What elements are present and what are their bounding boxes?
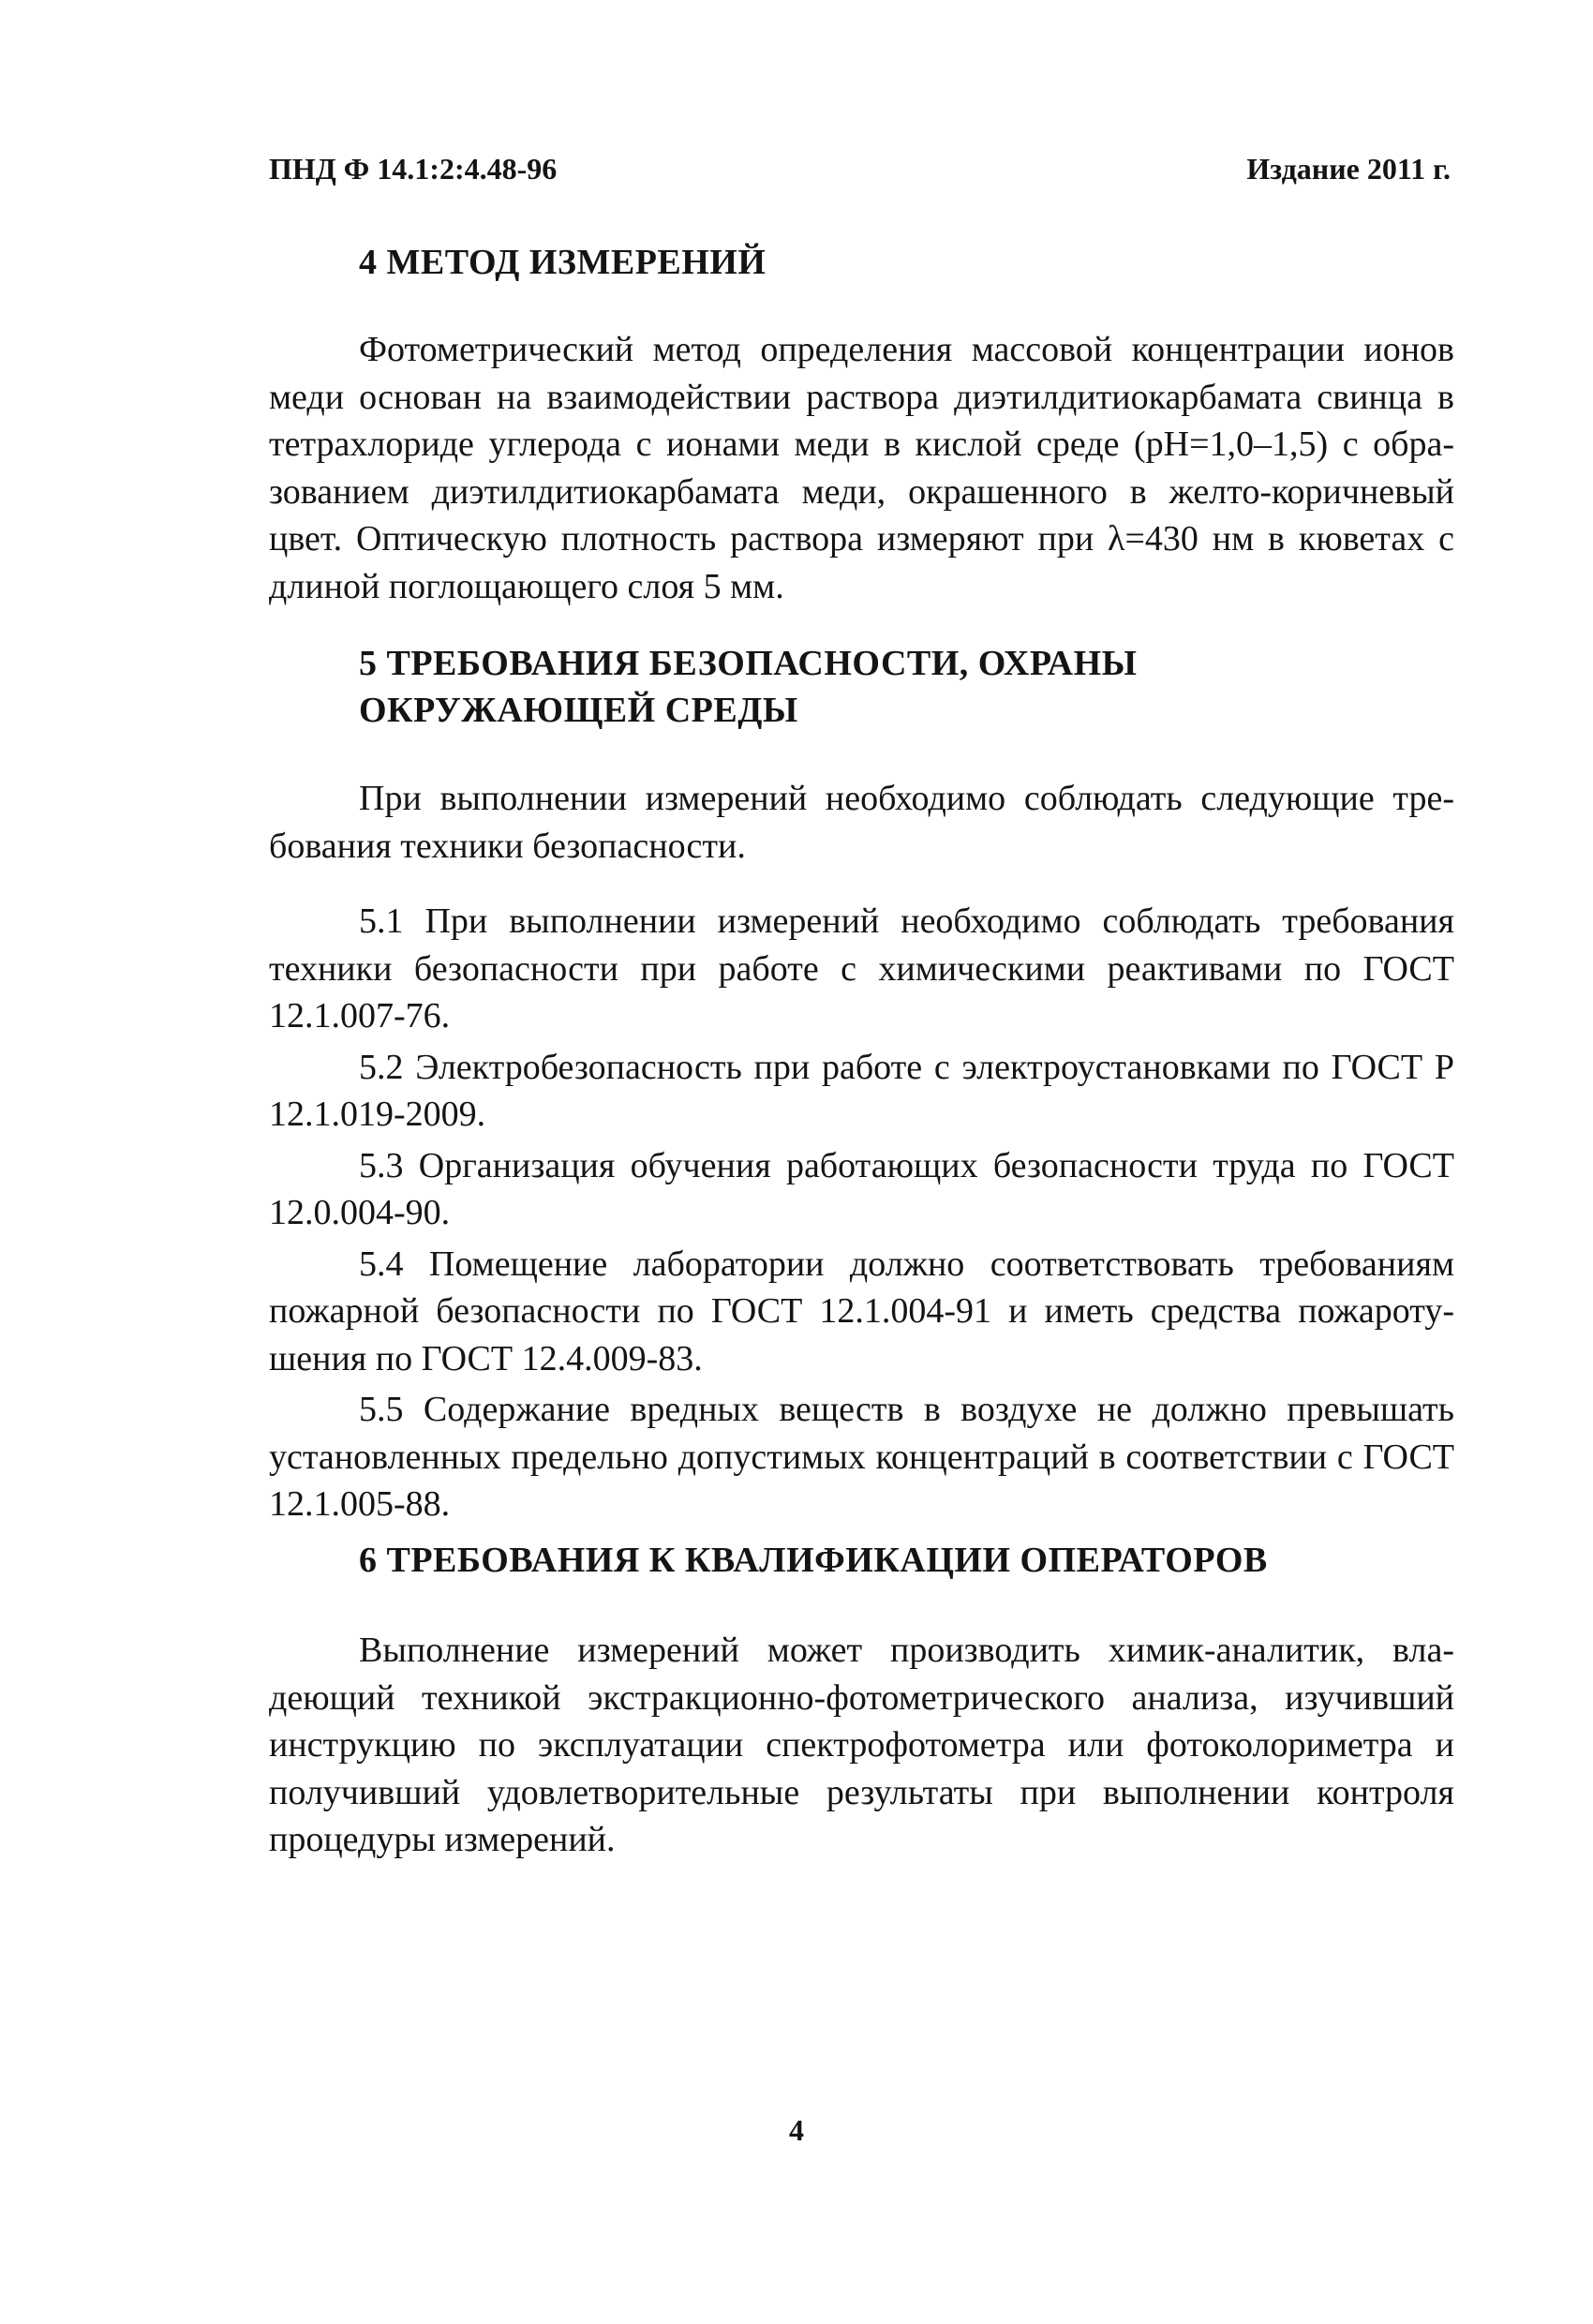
section-6-title: 6 ТРЕБОВАНИЯ К КВАЛИФИКАЦИИ ОПЕРАТОРОВ: [359, 1541, 1268, 1580]
page-number: 4: [789, 2113, 804, 2147]
section-4: [269, 239, 1454, 610]
section-5-item-5: 5.5 Содержание вредных веществ в воздухе не должно превышать установленных предельно допустимых концентраций в соответствии с ГОСТ 12.1.005-88.: [269, 1390, 1454, 1524]
section-6-text: Выполнение измерений может производить химик-аналитик, владеющий техникой экстракционно-фотометрического анализа, изучивший инструкцию по эксплуатации спектрофотометра или фотоколориметра и получивший удовлетворительные результаты при выполнении контроля процедуры измерений.: [269, 1631, 1454, 1859]
section-5-title-line-1: 5 ТРЕБОВАНИЯ БЕЗОПАСНОСТИ, ОХРАНЫ: [359, 644, 1138, 683]
section-5-intro: При выполнении измерений необходимо соблюдать следующие требования техники безопасности.: [269, 779, 1454, 866]
section-5-items: [269, 898, 1454, 1528]
section-5-item-2: 5.2 Электробезопасность при работе с электроустановками по ГОСТ Р 12.1.019-2009.: [269, 1047, 1454, 1134]
section-4-text: Фотометрический метод определения массовой концентрации ионов меди основан на взаимодействии раствора диэтилдитиокарбамата свинца в тетрахлориде углерода с ионами меди в кислой среде (рН=1,0–1,5) с образованием диэтилдитиокарбамата меди, окрашенного в желто-коричневый цвет. Оптическую плотность раствора измеряют при λ=430 нм в кюветах с длиной поглощающего слоя 5 мм.: [269, 330, 1454, 606]
section-5-item-1: 5.1 При выполнении измерений необходимо соблюдать требования техники безопасности при работе с химическими реактивами по ГОСТ 12.1.007-76.: [269, 901, 1454, 1035]
section-5-title-line-2: ОКРУЖАЮЩЕЙ СРЕДЫ: [359, 691, 798, 730]
section-5-item-4: 5.4 Помещение лаборатории должно соответствовать требованиям пожарной безопасности по ГОСТ 12.1.004-91 и иметь средства пожаротушения по ГОСТ 12.4.009-83.: [269, 1244, 1454, 1378]
section-5-item-3: 5.3 Организация обучения работающих безопасности труда по ГОСТ 12.0.004-90.: [269, 1145, 1454, 1232]
section-4-title: 4 МЕТОД ИЗМЕРЕНИЙ: [359, 243, 767, 282]
document-code: ПНД Ф 14.1:2:4.48-96: [269, 152, 558, 186]
edition-label: Издание 2011 г.: [1246, 152, 1451, 186]
section-6: [269, 1537, 1454, 1864]
section-5: [269, 640, 1454, 1532]
